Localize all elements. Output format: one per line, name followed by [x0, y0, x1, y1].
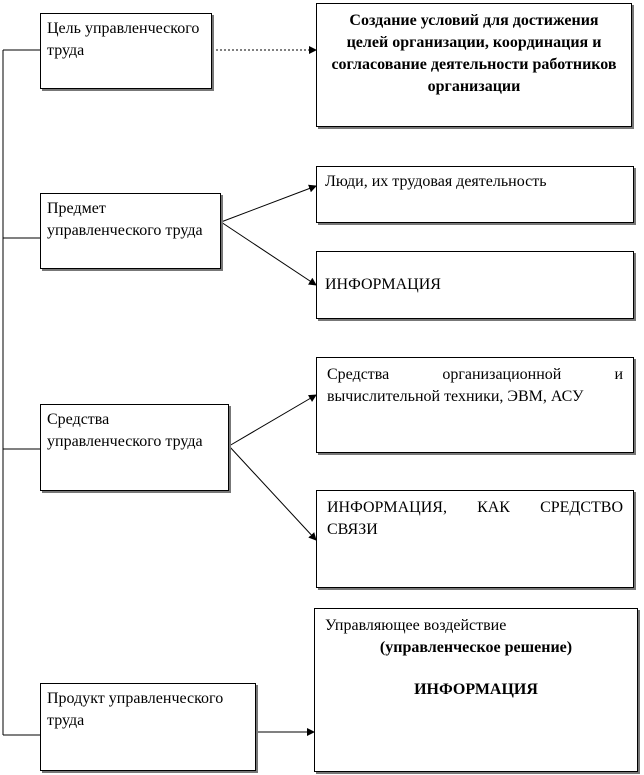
- goal-label: Цель управленческого труда: [47, 20, 200, 59]
- product-decision-box: [314, 608, 638, 772]
- subject-info-text: ИНФОРМАЦИЯ: [325, 276, 441, 293]
- arrow-subject-to-info: [221, 222, 316, 285]
- product-info: ИНФОРМАЦИЯ: [414, 681, 538, 698]
- product-line2: (управленческое решение): [379, 639, 573, 656]
- arrow-subject-to-people: [221, 186, 316, 222]
- goal-result-text: Создание условий для достижения целей организации, координация и согласование деятельности работников организации: [331, 12, 617, 95]
- subject-info-box: [316, 251, 634, 319]
- means-box: [40, 404, 229, 491]
- goal-box: [40, 13, 212, 89]
- goal-result-box: [316, 3, 632, 127]
- product-box: [40, 683, 256, 771]
- arrow-means-to-tech: [229, 395, 316, 446]
- people-text: Люди, их трудовая деятельность: [325, 173, 547, 190]
- means-info-text: ИНФОРМАЦИЯ, КАК СРЕДСТВО СВЯЗИ: [327, 499, 623, 538]
- subject-box: [40, 193, 221, 269]
- product-line1: Управляющее воздействие: [325, 617, 507, 634]
- means-tech-box: [316, 357, 634, 453]
- means-tech-text: Средства организационной и вычислительной техники, ЭВМ, АСУ: [327, 366, 623, 405]
- arrow-means-to-info: [229, 446, 316, 540]
- product-label: Продукт управленческого труда: [47, 690, 224, 729]
- people-box: [316, 166, 634, 223]
- subject-label: Предмет управленческого труда: [47, 200, 203, 239]
- means-info-box: [316, 490, 634, 588]
- means-label: Средства управленческого труда: [47, 411, 203, 450]
